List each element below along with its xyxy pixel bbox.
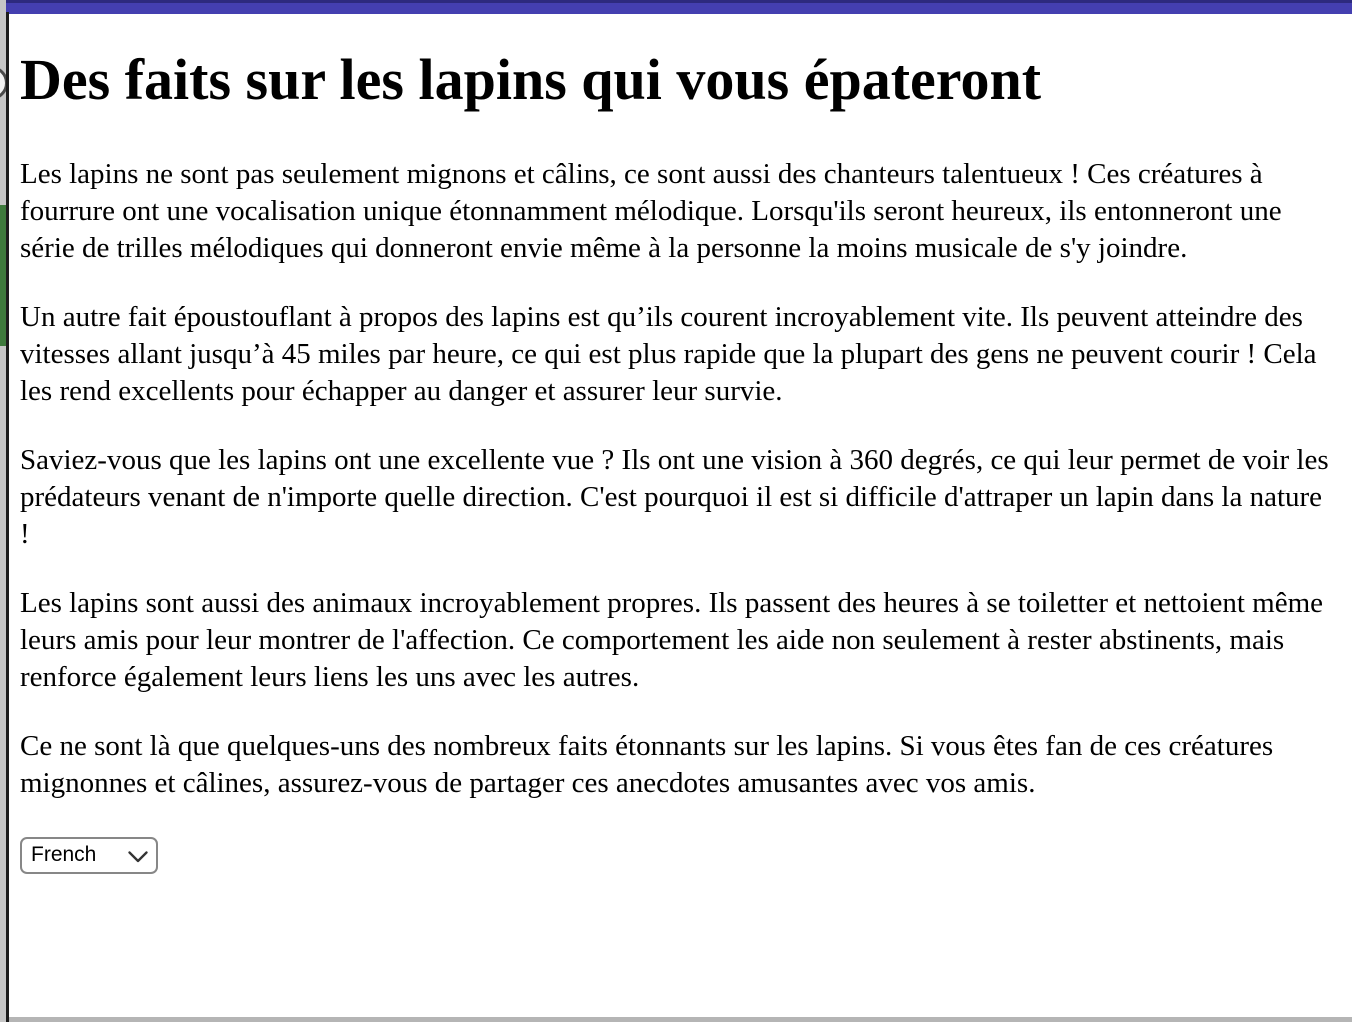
bottom-window-edge [9,1017,1352,1022]
language-select-wrapper [20,837,158,874]
article-paragraph-4: Les lapins sont aussi des animaux incroyablement propres. Ils passent des heures à se toiletter et nettoient même leurs amis pour leur montrer de l'affection. Ce comportement les aide non seulement à rester abstinents, mais renforce également leurs liens les uns avec les autres. [20,586,1324,693]
article-paragraph-1: Les lapins ne sont pas seulement mignons et câlins, ce sont aussi des chanteurs talentueux ! Ces créatures à fourrure ont une vocalisation unique étonnamment mélodique. Lorsqu'ils seront heureux, ils entonneront une série de trilles mélodiques qui donneront envie même à la personne la moins musicale de s'y joindre. [20,157,1282,264]
article-paragraph-3: Saviez-vous que les lapins ont une excellente vue ? Ils ont une vision à 360 degrés, ce qui leur permet de voir les prédateurs venant de n'importe quelle direction. C'est pourquoi il est si difficile d'attraper un lapin dans la nature ! [20,443,1329,550]
article-paragraph-5: Ce ne sont là que quelques-uns des nombreux faits étonnants sur les lapins. Si vous êtes fan de ces créatures mignonnes et câlines, assurez-vous de partager ces anecdotes amusantes avec vos amis. [20,729,1274,799]
article-content [9,14,1352,874]
window-edge-divider [6,12,9,1022]
article-paragraph-2: Un autre fait époustouflant à propos des lapins est qu’ils courent incroyablement vite. Ils peuvent atteindre des vitesses allant jusqu’à 45 miles par heure, ce qui est plus rapide que la plupart des gens ne peuvent courir ! Cela les rend excellents pour échapper au danger et assurer leur survie. [20,300,1317,407]
page-title: Des faits sur les lapins qui vous épateront [20,47,1042,112]
top-window-bar [4,0,1352,14]
language-select[interactable] [20,837,158,874]
